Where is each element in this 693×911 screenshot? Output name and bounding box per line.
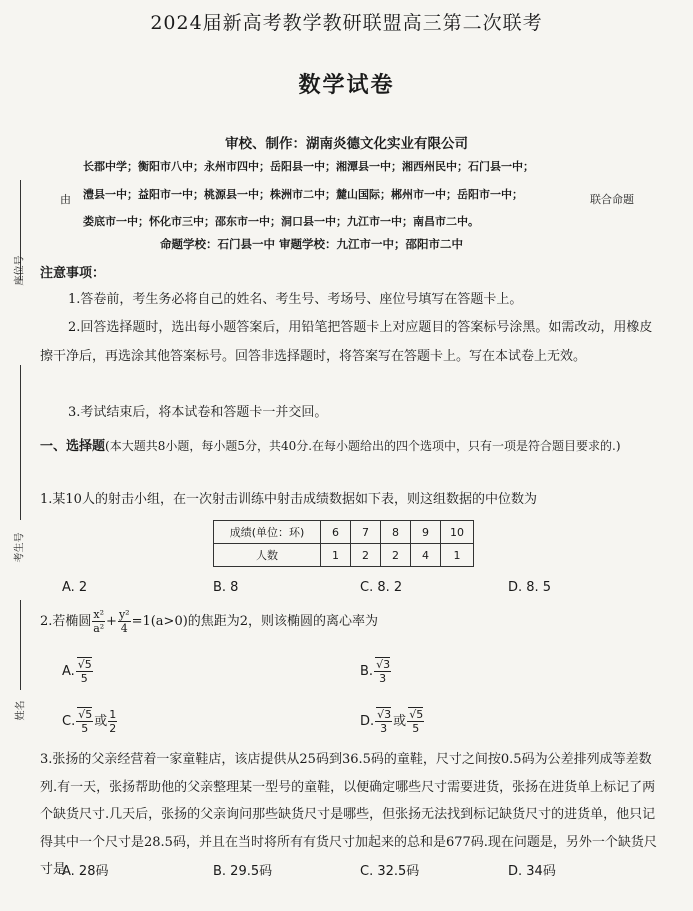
sqrt3: √3: [377, 708, 392, 721]
table-cell: 6: [321, 521, 351, 544]
frac-num: [76, 658, 93, 672]
frac-num: [374, 658, 391, 672]
frac-den: 2: [109, 722, 117, 735]
sqrt3-over-3: [375, 708, 392, 735]
notice-item-2: 2.回答选择题时，选出每小题答案后，用铅笔把答题卡上对应题目的答案标号涂黑。如需改动，用橡皮擦干净后，再选涂其他答案标号。回答非选择题时，将答案写在答题卡上。写在本试卷上无效。: [40, 320, 653, 364]
y2-over-4: [118, 608, 131, 635]
table-cell: 7: [351, 521, 381, 544]
candidate-number-line: [20, 365, 21, 520]
question-1-stem: 1.某10人的射击小组，在一次射击训练中射击成绩数据如下表，则这组数据的中位数为: [40, 492, 537, 507]
q1-option-c: C. 8. 2: [360, 580, 403, 595]
table-cell: 10: [441, 521, 474, 544]
notice-item-3: 3.考试结束后，将本试卷和答题卡一并交回。: [68, 405, 328, 420]
proposition-line: 命题学校：石门县一中 审题学校：九江市一中；邵阳市二中: [160, 237, 464, 251]
q2-stem-post: =1(a>0)的焦距为2，则该椭圆的离心率为: [131, 614, 379, 629]
table-cell: 4: [411, 544, 441, 567]
frac-den: 5: [412, 722, 420, 735]
option-letter: A.: [62, 664, 75, 679]
q2-stem-pre: 2.若椭圆: [40, 614, 92, 629]
sqrt5-over-5: [76, 708, 93, 735]
q2-option-b: [360, 658, 392, 685]
q3-option-a: A. 28码: [62, 864, 109, 879]
table-cell: 2: [381, 544, 411, 567]
frac-num: y²: [118, 608, 130, 621]
notice-item-1: 1.答卷前，考生务必将自己的姓名、考生号、考场号、座位号填写在答题卡上。: [68, 292, 523, 307]
you-label: 由: [60, 193, 71, 206]
section-heading: [40, 432, 665, 461]
q1-option-d: D. 8. 5: [508, 580, 552, 595]
frac-den: 5: [80, 672, 88, 685]
table-row: [214, 544, 474, 567]
school-list-line-3: 娄底市一中；怀化市三中；邵东市一中；洞口县一中；九江市一中；南昌市二中。: [83, 215, 479, 228]
sqrt3: √3: [376, 658, 391, 671]
sqrt5: √5: [409, 708, 424, 721]
frac-num: x²: [93, 608, 105, 621]
table-cell: 8: [381, 521, 411, 544]
paper-title: 数学试卷: [298, 72, 395, 98]
table-cell: 1: [321, 544, 351, 567]
q2-option-c: [62, 708, 118, 735]
school-list-line-1: 长郡中学；衡阳市八中；永州市四中；岳阳县一中；湘潭县一中；湘西州民中；石门县一中；: [83, 160, 534, 173]
q3-option-c: C. 32.5码: [360, 864, 420, 879]
option-letter: B.: [360, 664, 374, 679]
question-3-stem: 3.张扬的父亲经营着一家童鞋店，该店提供从25码到36.5码的童鞋，尺寸之间按0.5码为公差排列成等差数列.有一天，张扬帮助他的父亲整理某一型号的童鞋，以便确定哪些尺寸需要进货，张扬在进货单上标记了两个缺货尺寸.几天后，张扬的父亲询问那些缺货尺寸是哪些，但张扬无法找到标记缺货尺寸的进货单，他只记得其中一个尺寸是28.5码，并且在当时将所有有货尺寸加起来的总和是677码.现在问题是，另外一个缺货尺寸是: [40, 752, 657, 877]
or-word: 或: [393, 714, 407, 729]
x2-over-a2: [92, 608, 105, 635]
notice-title: 注意事项：: [40, 266, 106, 281]
exam-series-title: 2024届新高考教学教研联盟高三第二次联考: [150, 12, 543, 34]
frac-den: a²: [93, 622, 105, 635]
school-list-line-2: 澧县一中；益阳市一中；桃源县一中；株洲市二中；麓山国际；郴州市一中；岳阳市一中；: [83, 188, 523, 201]
name-line: [20, 600, 21, 690]
q2-option-a: [62, 658, 94, 685]
table-cell: 2: [351, 544, 381, 567]
joint-label: 联合命题: [590, 193, 634, 206]
seat-number-label: 座位号: [14, 255, 26, 286]
frac-num: 1: [109, 708, 117, 721]
editor-line: 审校、制作：湖南炎德文化实业有限公司: [225, 136, 468, 152]
q3-option-b: B. 29.5码: [213, 864, 273, 879]
sqrt5-over-5: [407, 708, 424, 735]
table-header-cell: 成绩(单位：环): [214, 521, 321, 544]
or-word: 或: [94, 714, 108, 729]
frac-den: 5: [81, 722, 89, 735]
frac-num: [375, 708, 392, 722]
section-description: (本大题共8小题，每小题5分，共40分.在每小题给出的四个选项中，只有一项是符合题目要求的.): [105, 439, 621, 453]
q2-option-d: [360, 708, 425, 735]
frac-den: 3: [379, 672, 387, 685]
option-letter: C.: [62, 714, 76, 729]
table-cell: 9: [411, 521, 441, 544]
table-header-cell: 人数: [214, 544, 321, 567]
question-2-stem: 2.若椭圆 $\frac{\text{x²}}{\text{a²}}$ + $\frac{\text{y²}}{4}$ =1(a>0)的焦距为2，则该椭圆的离心率为: [40, 608, 379, 635]
one-half: [108, 708, 117, 735]
sqrt5: √5: [78, 708, 93, 721]
frac-den: 3: [380, 722, 388, 735]
sqrt3-over-3: [374, 658, 391, 685]
sqrt5-over-5: [76, 658, 93, 685]
table-cell: 1: [441, 544, 474, 567]
score-table: [213, 520, 474, 567]
sqrt5: √5: [77, 658, 92, 671]
q3-option-d: D. 34码: [508, 864, 556, 879]
name-label: 姓名: [15, 700, 27, 721]
frac-den: 4: [120, 622, 128, 635]
table-row: [214, 521, 474, 544]
q1-option-a: A. 2: [62, 580, 88, 595]
frac-num: [407, 708, 424, 722]
candidate-number-label: 考生号: [14, 532, 26, 563]
section-title: 一、选择题: [40, 439, 106, 454]
q1-option-b: B. 8: [213, 580, 239, 595]
option-letter: D.: [360, 714, 375, 729]
frac-num: [76, 708, 93, 722]
